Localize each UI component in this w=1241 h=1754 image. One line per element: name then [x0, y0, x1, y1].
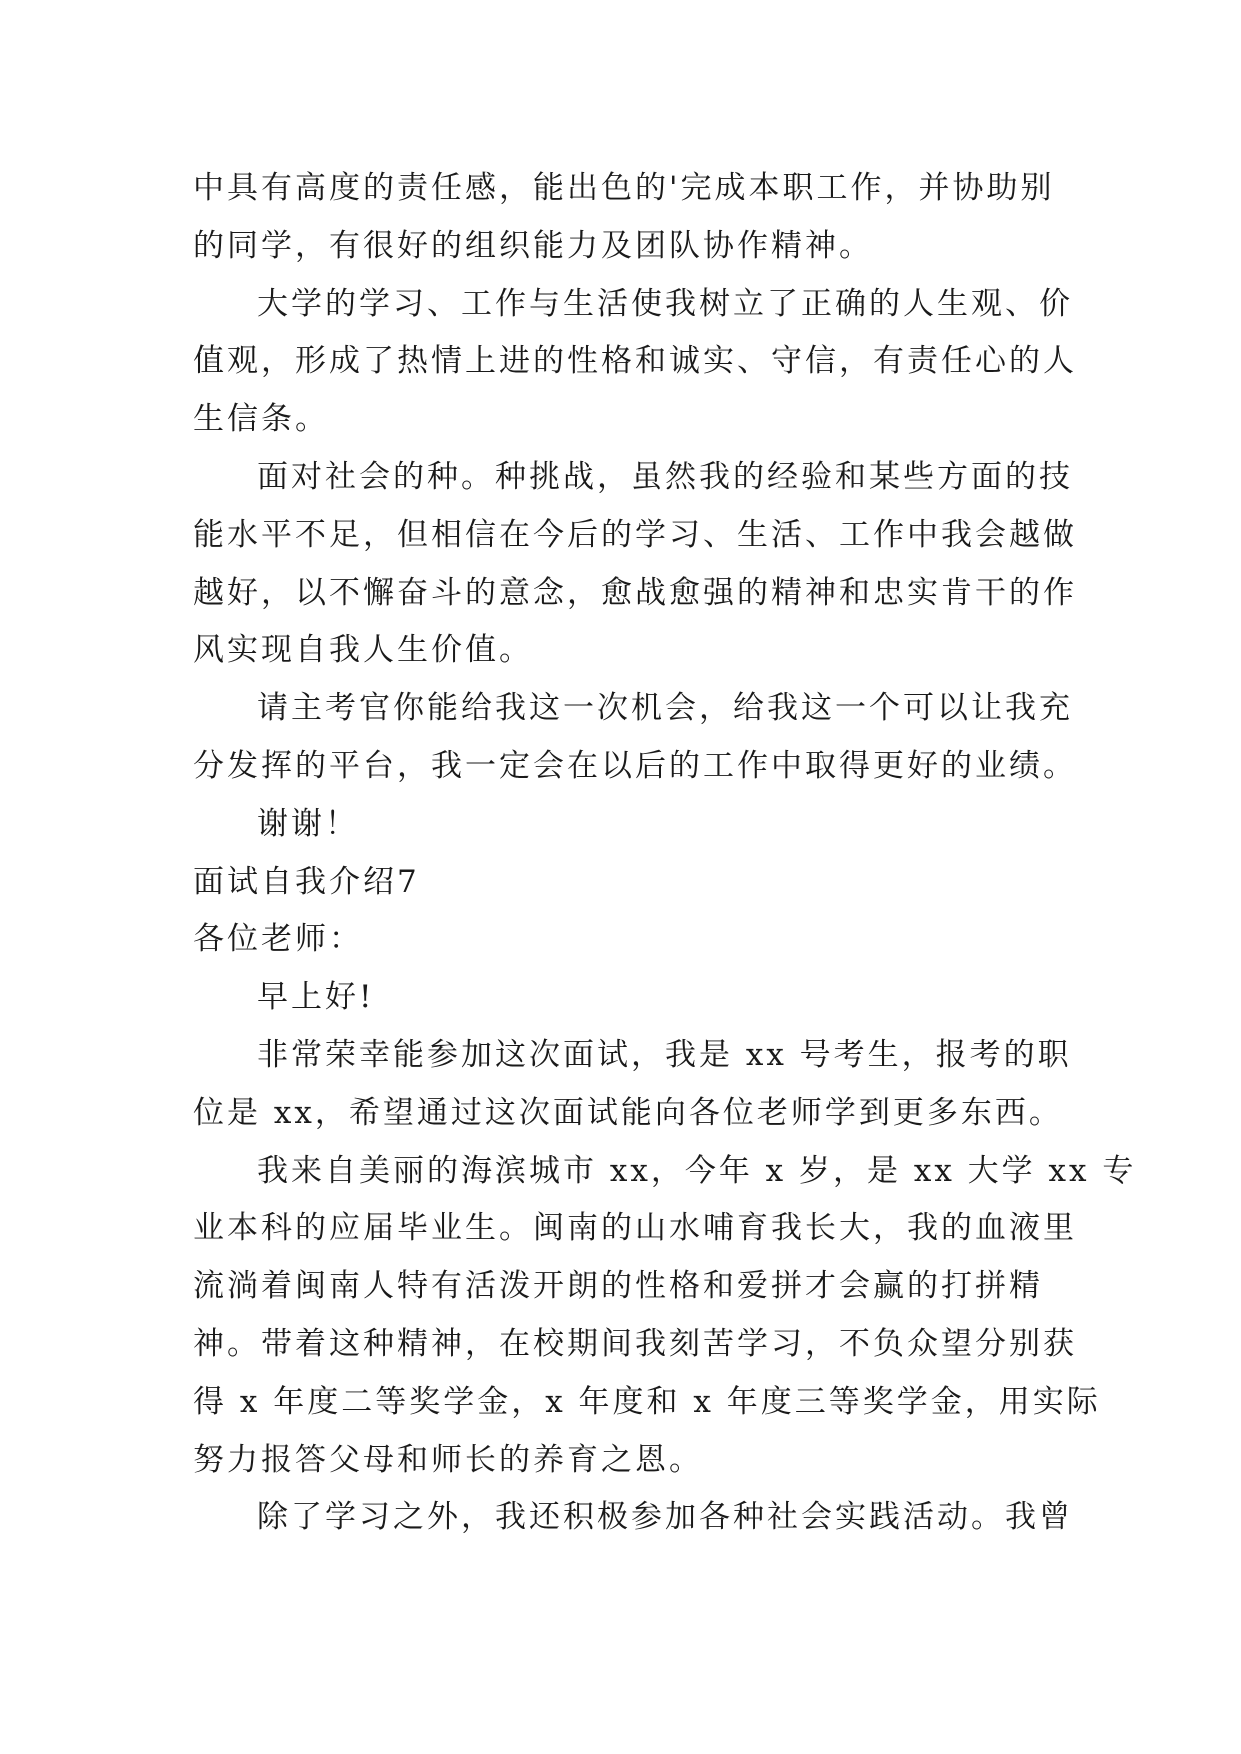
- text-line: 非常荣幸能参加这次面试，我是 xx 号考生，报考的职: [257, 1036, 1072, 1073]
- text-line: 分发挥的平台，我一定会在以后的工作中取得更好的业绩。: [193, 747, 1077, 784]
- salutation: 各位老师：: [193, 921, 363, 958]
- text-line: 神。带着这种精神，在校期间我刻苦学习，不负众望分别获: [193, 1325, 1077, 1362]
- text-line: 除了学习之外，我还积极参加各种社会实践活动。我曾: [257, 1499, 1073, 1536]
- text-line: 生信条。: [193, 401, 329, 438]
- text-line: 面对社会的种。种挑战，虽然我的经验和某些方面的技: [257, 458, 1073, 495]
- text-line: 流淌着闽南人特有活泼开朗的性格和爱拼才会赢的打拼精: [193, 1268, 1043, 1305]
- text-line: 谢谢！: [257, 805, 359, 842]
- text-line: 的同学，有很好的组织能力及团队协作精神。: [193, 227, 873, 264]
- text-line: 越好，以不懈奋斗的意念，愈战愈强的精神和忠实肯干的作: [193, 574, 1077, 611]
- text-line: 能水平不足，但相信在今后的学习、生活、工作中我会越做: [193, 516, 1077, 553]
- text-line: 风实现自我人生价值。: [193, 632, 533, 669]
- text-line: 业本科的应届毕业生。闽南的山水哺育我长大，我的血液里: [193, 1210, 1077, 1247]
- text-line: 得 x 年度二等奖学金，x 年度和 x 年度三等奖学金，用实际: [193, 1383, 1101, 1420]
- text-line: 值观，形成了热情上进的性格和诚实、守信，有责任心的人: [193, 343, 1077, 380]
- text-line: 我来自美丽的海滨城市 xx，今年 x 岁，是 xx 大学 xx 专: [257, 1152, 1137, 1189]
- text-line: 中具有高度的责任感，能出色的'完成本职工作，并协助别: [193, 170, 1055, 206]
- section-heading: 面试自我介绍7: [193, 863, 420, 900]
- text-line: 位是 xx，希望通过这次面试能向各位老师学到更多东西。: [193, 1094, 1063, 1131]
- text-line: 大学的学习、工作与生活使我树立了正确的人生观、价: [257, 285, 1073, 322]
- text-line: 努力报答父母和师长的养育之恩。: [193, 1441, 703, 1478]
- text-line: 请主考官你能给我这一次机会，给我这一个可以让我充: [257, 690, 1073, 727]
- document-body: [193, 160, 1137, 1547]
- greeting: 早上好!: [257, 979, 375, 1016]
